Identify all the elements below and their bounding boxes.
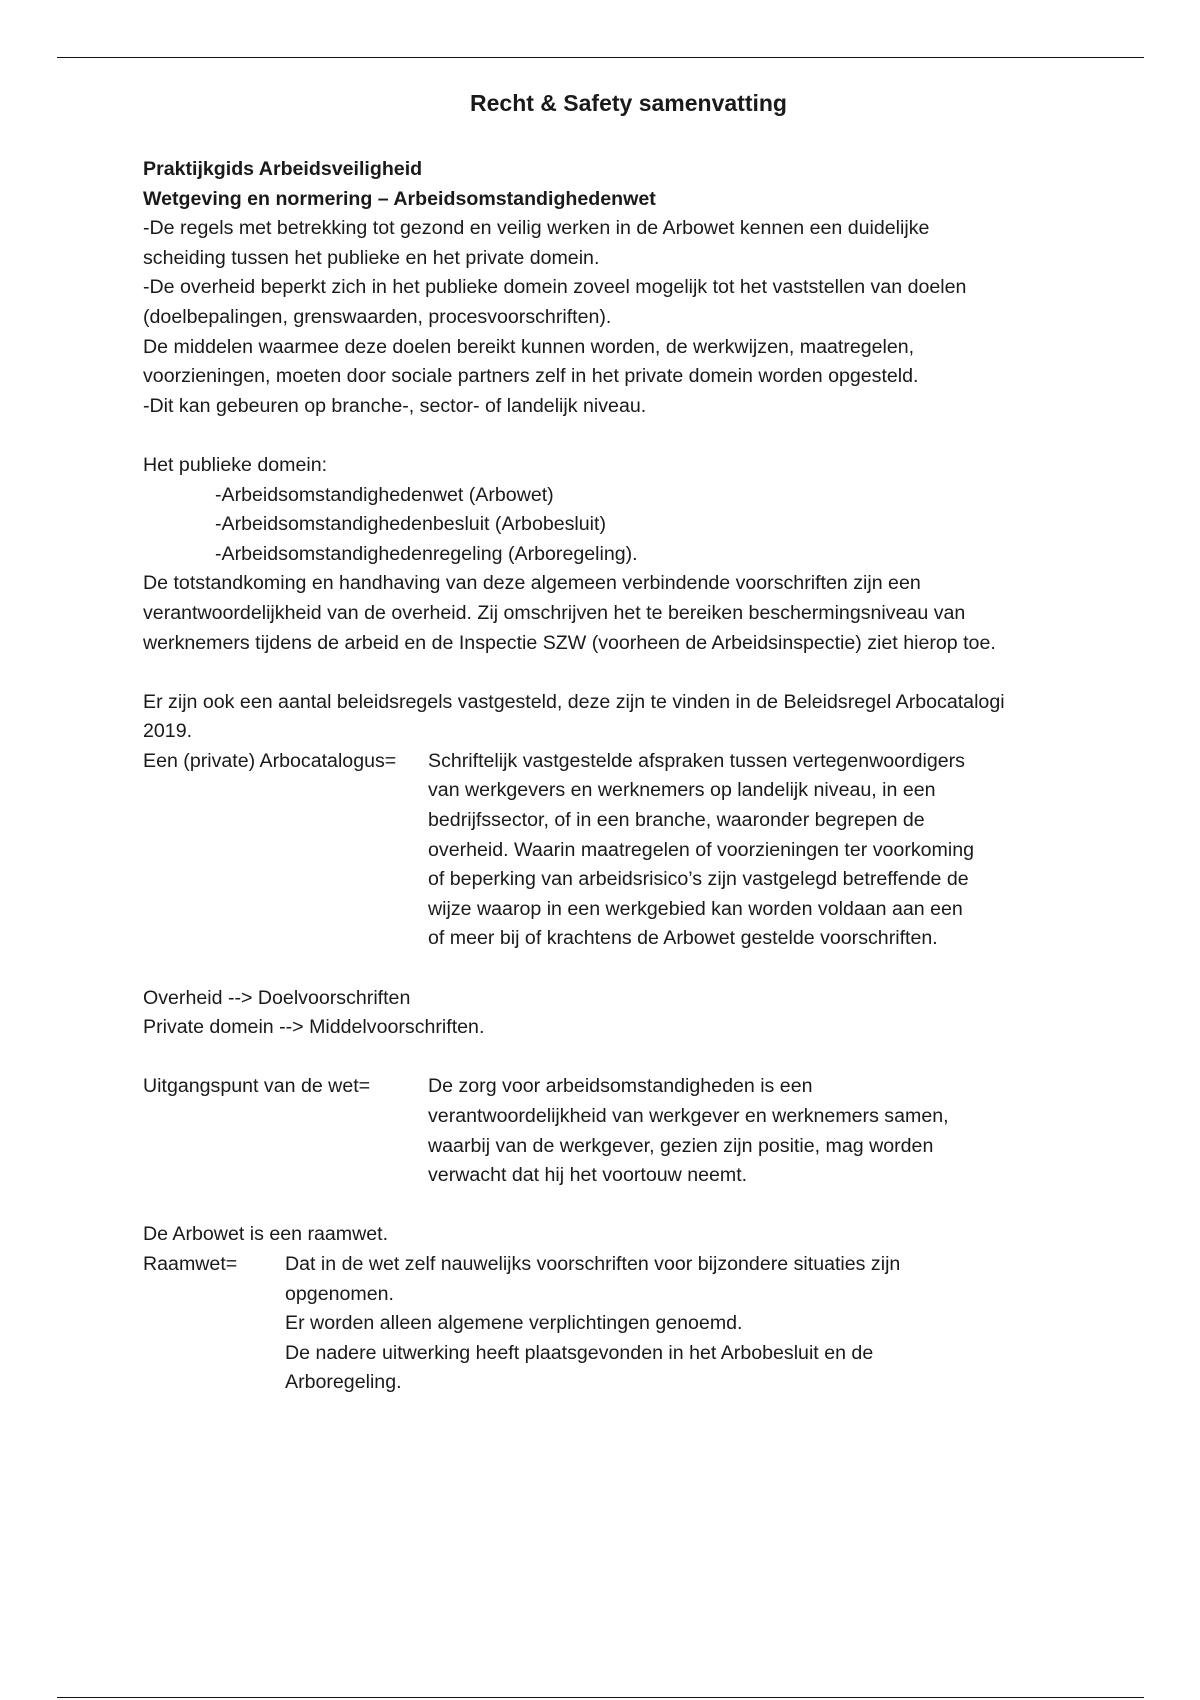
text-line: wijze waarop in een werkgebied kan worden voldaan aan een: [428, 897, 963, 920]
heading-wetgeving: Wetgeving en normering – Arbeidsomstandighedenwet: [143, 187, 656, 210]
text-line: bedrijfssector, of in een branche, waaronder begrepen de: [428, 809, 925, 832]
text-line: werknemers tijdens de arbeid en de Inspectie SZW (voorheen de Arbeidsinspectie) ziet hierop toe.: [143, 631, 996, 654]
uitgangspunt-definition: [143, 1072, 1123, 1190]
text-line: Arboregeling.: [285, 1371, 402, 1394]
spacer: [143, 954, 1123, 984]
spacer: [143, 658, 1123, 688]
text-line: Dat in de wet zelf nauwelijks voorschriften voor bijzondere situaties zijn: [285, 1252, 901, 1275]
public-domain-label: Het publieke domein:: [143, 453, 328, 476]
text-line: De nadere uitwerking heeft plaatsgevonden in het Arbobesluit en de: [285, 1341, 874, 1364]
text-line: (doelbepalingen, grenswaarden, procesvoorschriften).: [143, 305, 612, 328]
text-line: van werkgevers en werknemers op landelijk niveau, in een: [428, 779, 936, 802]
text-line: Er zijn ook een aantal beleidsregels vastgesteld, deze zijn te vinden in de Beleidsregel Arbocatalogi: [143, 690, 1005, 713]
public-domain-paragraph: [143, 569, 1123, 658]
text-line: waarbij van de werkgever, gezien zijn positie, mag worden: [428, 1134, 934, 1157]
policy-paragraph: [143, 688, 1123, 747]
public-domain-list: [143, 481, 1123, 570]
definition-body: [428, 1072, 949, 1190]
text-line: De totstandkoming en handhaving van deze algemeen verbindende voorschriften zijn een: [143, 572, 921, 595]
raamwet-intro: De Arbowet is een raamwet.: [143, 1223, 389, 1246]
text-line: -De overheid beperkt zich in het publieke domein zoveel mogelijk tot het vaststellen van doelen: [143, 276, 967, 299]
text-line: -Dit kan gebeuren op branche-, sector- of landelijk niveau.: [143, 394, 647, 417]
definition-term: Een (private) Arbocatalogus=: [143, 749, 397, 772]
text-line: Schriftelijk vastgestelde afspraken tussen vertegenwoordigers: [428, 749, 965, 772]
text-line: verwacht dat hij het voortouw neemt.: [428, 1164, 748, 1187]
text-line: -De regels met betrekking tot gezond en veilig werken in de Arbowet kennen een duidelijke: [143, 217, 930, 240]
text-line: Overheid --> Doelvoorschriften: [143, 986, 411, 1009]
spacer: [143, 1043, 1123, 1073]
definition-term: Uitgangspunt van de wet=: [143, 1075, 371, 1098]
spacer: [143, 1191, 1123, 1221]
list-item: -Arbeidsomstandighedenregeling (Arboregeling).: [215, 542, 638, 565]
text-line: opgenomen.: [285, 1282, 394, 1305]
text-line: De zorg voor arbeidsomstandigheden is een: [428, 1075, 813, 1098]
definition-term: Raamwet=: [143, 1252, 238, 1275]
definition-body: [428, 747, 974, 954]
text-line: voorzieningen, moeten door sociale partners zelf in het private domein worden opgesteld.: [143, 365, 919, 388]
text-line: 2019.: [143, 720, 193, 743]
list-item: -Arbeidsomstandighedenbesluit (Arbobesluit): [215, 513, 607, 536]
text-line: overheid. Waarin maatregelen of voorzieningen ter voorkoming: [428, 838, 975, 861]
raamwet-definition: [143, 1250, 1123, 1398]
spacer: [143, 421, 1123, 451]
text-line: scheiding tussen het publieke en het private domein.: [143, 246, 600, 269]
list-item: -Arbeidsomstandighedenwet (Arbowet): [215, 483, 554, 506]
text-line: verantwoordelijkheid van de overheid. Zij omschrijven het te bereiken beschermingsniveau van: [143, 601, 966, 624]
text-line: verantwoordelijkheid van werkgever en werknemers samen,: [428, 1105, 949, 1127]
text-line: Er worden alleen algemene verplichtingen genoemd.: [285, 1312, 743, 1335]
page-title: Recht & Safety samenvatting: [470, 90, 787, 116]
document-body: [143, 155, 1123, 1398]
definition-body: [285, 1250, 900, 1398]
mapping-lines: [143, 984, 1123, 1043]
intro-paragraph: [143, 214, 1123, 421]
text-line: Private domein --> Middelvoorschriften.: [143, 1016, 485, 1039]
text-line: of beperking van arbeidsrisico’s zijn vastgelegd betreffende de: [428, 868, 969, 891]
bottom-rule: [57, 1697, 1144, 1698]
heading-praktijkgids: Praktijkgids Arbeidsveiligheid: [143, 158, 423, 180]
top-rule: [57, 57, 1144, 58]
text-line: of meer bij of krachtens de Arbowet gestelde voorschriften.: [428, 927, 938, 950]
text-line: De middelen waarmee deze doelen bereikt kunnen worden, de werkwijzen, maatregelen,: [143, 335, 915, 358]
arbocatalogus-definition: [143, 747, 1123, 954]
